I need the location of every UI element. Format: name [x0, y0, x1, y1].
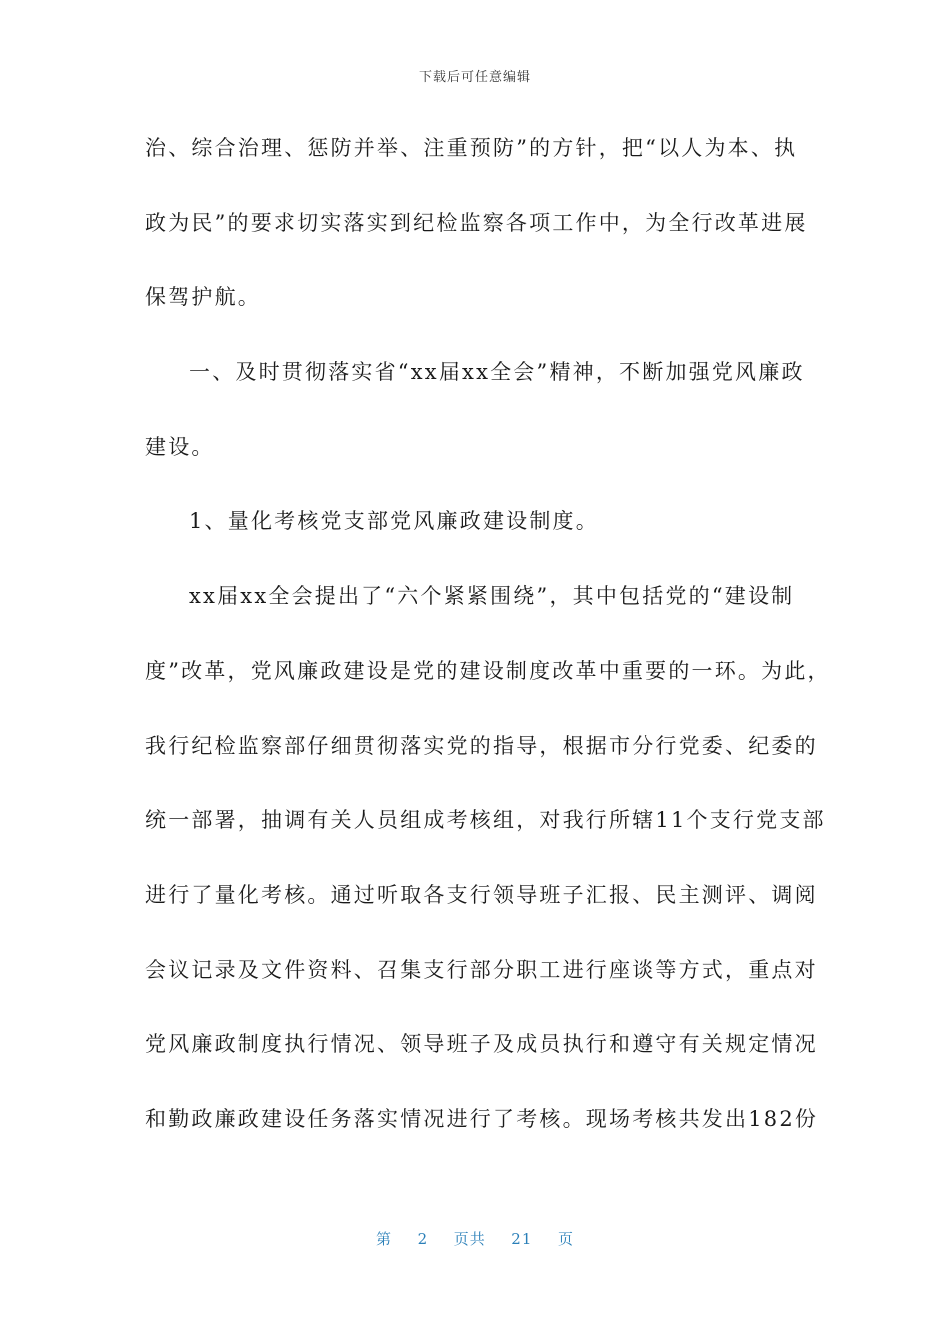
header-note: 下载后可任意编辑 [418, 70, 531, 85]
text-line: 和勤政廉政建设任务落实情况进行了考核。现场考核共发出182份 [145, 1106, 819, 1131]
section-heading: 一、及时贯彻落实省“xx届xx全会”精神，不断加强党风廉政 [189, 360, 805, 385]
text-line: 我行纪检监察部仔细贯彻落实党的指导，根据市分行党委、纪委的 [145, 733, 818, 758]
subsection-heading: 1、量化考核党支部党风廉政建设制度。 [189, 509, 599, 534]
text-line: 党风廉政制度执行情况、领导班子及成员执行和遵守有关规定情况 [145, 1032, 818, 1057]
text-line: 治、综合治理、惩防并举、注重预防”的方针，把“以人为本、执 [145, 136, 798, 160]
page-total: 21 [511, 1230, 533, 1248]
page-suffix: 页 [557, 1230, 574, 1248]
page-prefix: 第 [376, 1230, 393, 1248]
page-mid: 页共 [453, 1230, 486, 1248]
text-line: 建设。 [145, 434, 215, 459]
text-line: 度”改革，党风廉政建设是党的建设制度改革中重要的一环。为此， [145, 658, 831, 683]
text-line: 保驾护航。 [145, 285, 261, 310]
page-footer [0, 1228, 950, 1249]
text-line: 会议记录及文件资料、召集支行部分职工进行座谈等方式，重点对 [145, 957, 818, 982]
text-line: 进行了量化考核。通过听取各支行领导班子汇报、民主测评、调阅 [145, 882, 818, 907]
text-line: 政为民”的要求切实落实到纪检监察各项工作中，为全行改革进展 [145, 210, 808, 235]
text-line: 统一部署，抽调有关人员组成考核组，对我行所辖11个支行党支部 [145, 808, 826, 833]
paragraph-start: xx届xx全会提出了“六个紧紧围绕”，其中包括党的“建设制 [189, 584, 795, 609]
page-current: 2 [417, 1230, 429, 1248]
document-body [145, 128, 831, 1174]
